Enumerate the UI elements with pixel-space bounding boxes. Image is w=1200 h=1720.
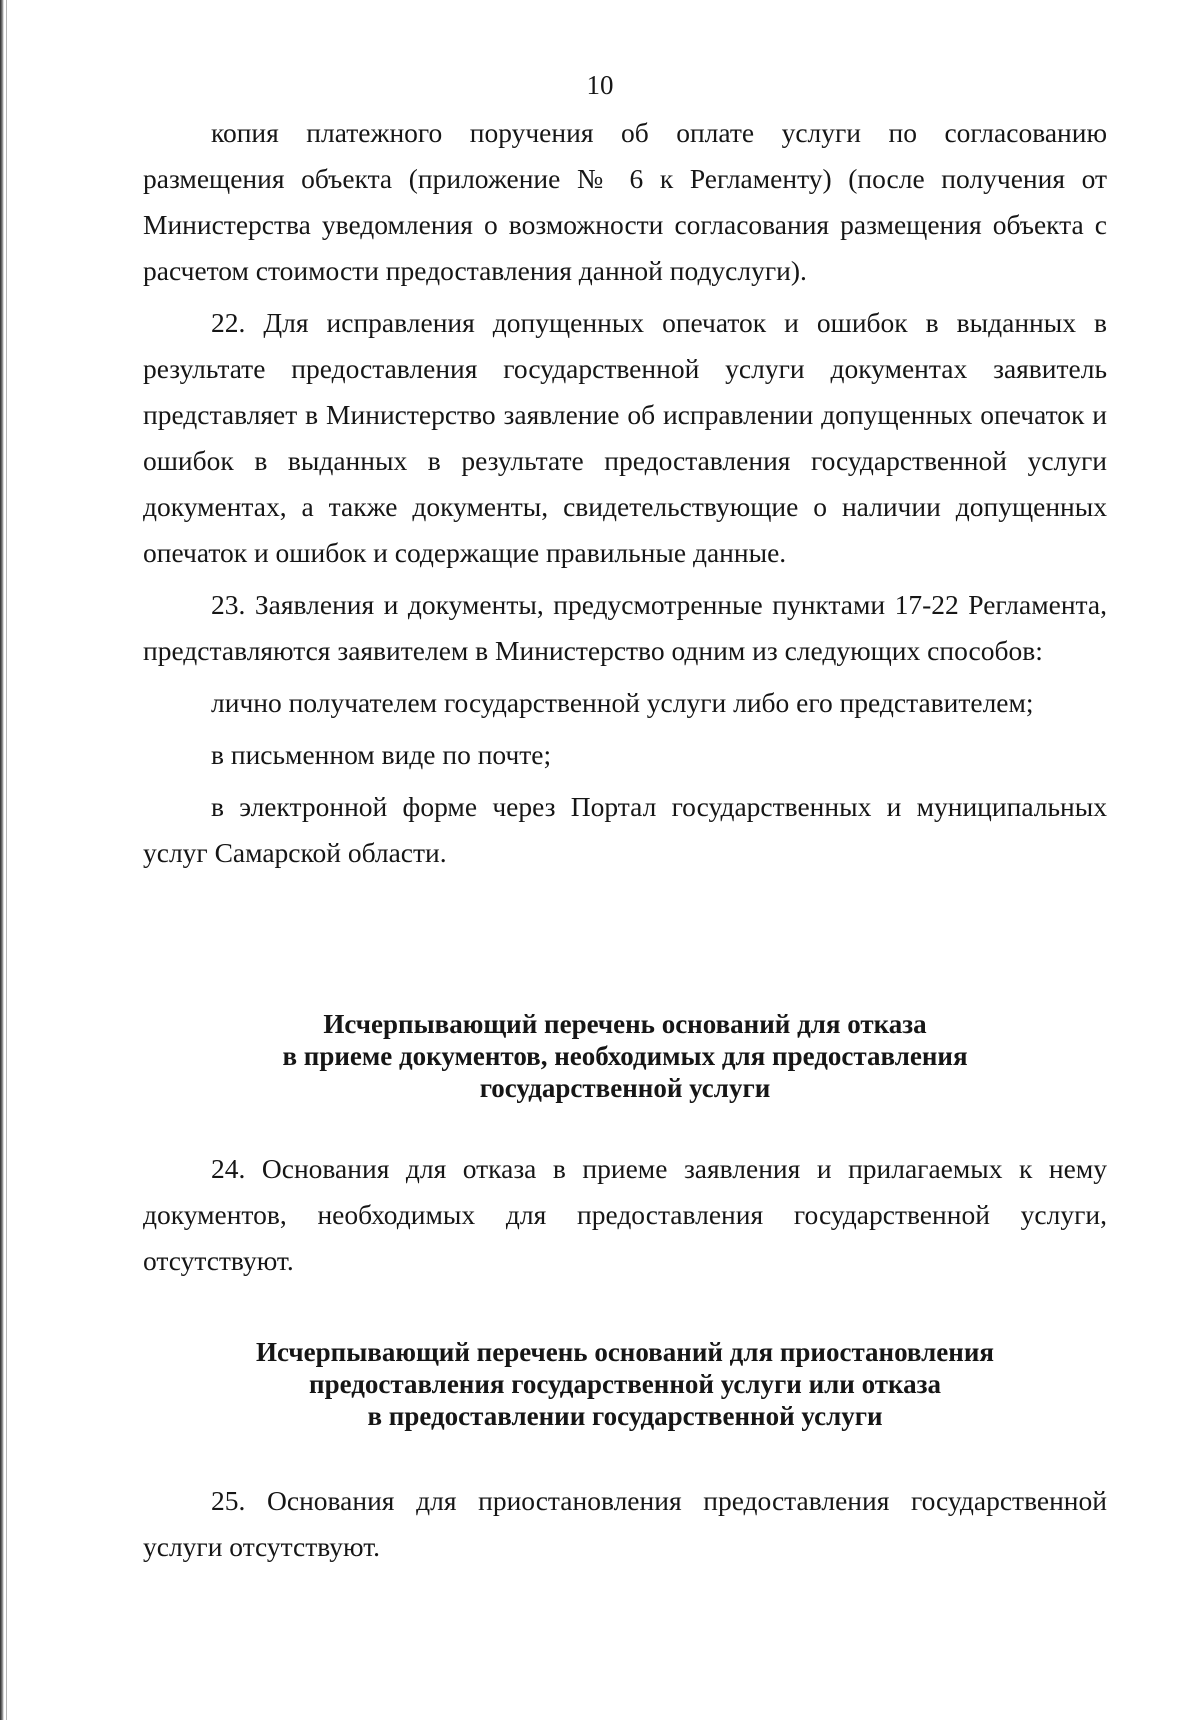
heading-refusal <box>143 1008 1107 1104</box>
heading-suspension-line-2: предоставления государственной услуги или отказа <box>309 1369 941 1399</box>
body-text-block-2 <box>143 1146 1107 1284</box>
section-heading-suspension <box>143 1336 1107 1432</box>
paragraph-24: 24. Основания для отказа в приеме заявления и прилагаемых к нему документов, необходимых для предоставления государственной услуги, отсутствуют. <box>143 1153 1107 1276</box>
heading-refusal-line-3: государственной услуги <box>479 1073 771 1103</box>
paragraph-payment-copy: копия платежного поручения об оплате услуги по согласованию размещения объекта (приложение № 6 к Регламенту) (после получения от Министерства уведомления о возможности согласования размещения объекта с расчетом стоимости предоставления данной подуслуги). <box>143 117 1107 286</box>
paragraph-25: 25. Основания для приостановления предоставления государственной услуги отсутствуют. <box>143 1485 1107 1562</box>
heading-refusal-line-2: в приеме документов, необходимых для предоставления <box>282 1041 968 1071</box>
heading-suspension-line-3: в предоставлении государственной услуги <box>367 1401 883 1431</box>
section-heading-refusal <box>143 1008 1107 1104</box>
paragraph-23: 23. Заявления и документы, предусмотренные пунктами 17-22 Регламента, представляются заявителем в Министерство одним из следующих способов: <box>143 589 1107 666</box>
list-item-electronic: в электронной форме через Портал государственных и муниципальных услуг Самарской области. <box>143 791 1107 868</box>
body-text-block-3 <box>143 1478 1107 1570</box>
list-item-in-person: лично получателем государственной услуги либо его представителем; <box>211 687 1034 718</box>
list-item-by-mail: в письменном виде по почте; <box>211 739 552 770</box>
heading-suspension <box>143 1336 1107 1432</box>
scan-edge-shadow <box>0 0 4 1720</box>
heading-suspension-line-1: Исчерпывающий перечень оснований для приостановления <box>255 1337 995 1367</box>
heading-refusal-line-1: Исчерпывающий перечень оснований для отказа <box>323 1009 927 1039</box>
body-text-block-1 <box>143 110 1107 876</box>
scan-edge-line <box>6 0 7 1720</box>
paragraph-22: 22. Для исправления допущенных опечаток и ошибок в выданных в результате предоставления государственной услуги документах заявитель представляет в Министерство заявление об исправлении допущенных опечаток и ошибок в выданных в результате предоставления государственной услуги документах, а также документы, свидетельствующие о наличии допущенных опечаток и ошибок и содержащие правильные данные. <box>143 307 1107 568</box>
page-number: 10 <box>586 70 614 100</box>
